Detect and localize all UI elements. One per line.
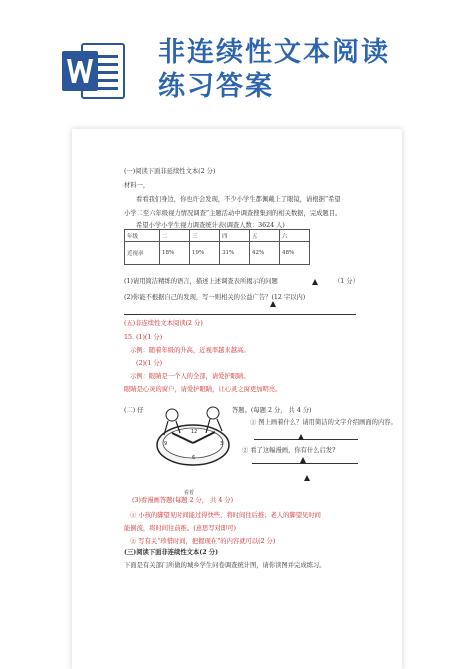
question-1: (1)请用简洁精练的语言，描述上述调查表所揭示的问题: [124, 278, 278, 285]
table-cell: 42%: [250, 242, 280, 265]
table-header-cell: 年级: [125, 230, 160, 242]
svg-text:9: 9: [164, 441, 168, 447]
answer-15-example3: 眼睛是心灵的窗户，请爱护眼睛，让心灵之窗更加明亮。: [124, 386, 282, 393]
table-cell: 19%: [190, 242, 220, 265]
page-title-line1: 非连续性文本阅读: [158, 37, 390, 68]
document-page: [72, 129, 402, 669]
answer2-line3: ② 写有关“珍惜时间，把握现在”的内容就可以(2 分): [130, 538, 276, 545]
vision-table: [124, 229, 310, 265]
divider-line: [124, 314, 356, 315]
section2-heading-suffix: 答题。(每题 2 分， 共 4 分): [232, 407, 312, 414]
svg-text:6: 6: [192, 455, 196, 461]
table-caption: 希望小学小学生视力调查统计表(调查人数：3624 人): [136, 222, 285, 229]
answer-line: [254, 439, 358, 440]
answer-15-part2: (2)(1 分): [136, 360, 163, 367]
answer2-line1: ① 小孩的脚望见时间能过得快些，将时间往后推；老人的脚望见时间: [130, 512, 321, 519]
triangle-marker-icon: [298, 434, 304, 440]
table-row: [125, 242, 310, 265]
paragraph-line1: 看看我们身边，你也许会发现，不少小学生都佩戴上了眼镜，请根据“希望: [136, 196, 341, 203]
table-cell: 31%: [220, 242, 250, 265]
triangle-marker-icon: [300, 457, 306, 463]
answer2-line2: 能倒流，将时间往前推。(意思写对即可): [124, 525, 236, 532]
table-header-cell: 六: [280, 230, 310, 242]
header-banner: [0, 0, 474, 118]
table-header-cell: 五: [250, 230, 280, 242]
answer2-heading: (3)看漫画答题(每题 2 分， 共 4 分): [132, 497, 234, 504]
section3-heading: (三)阅读下面非连续性文本(2 分): [124, 549, 219, 556]
material-label: 材料一，: [124, 182, 150, 189]
answer-line: [252, 463, 358, 464]
table-header-cell: 三: [190, 230, 220, 242]
svg-text:3: 3: [220, 441, 224, 447]
answer-heading: (五)非连续性文本阅读(2 分): [124, 320, 203, 327]
section1-heading: (一)阅读下面非延续性文本(2 分): [124, 168, 216, 175]
section2-question-2: ② 看了这幅漫画，你有什么启发?: [242, 447, 336, 454]
answer-15: 15. (1)(1 分): [124, 334, 163, 341]
triangle-marker-icon: [270, 301, 276, 307]
section2-heading-prefix: (二) 仔: [124, 407, 144, 414]
table-header-cell: 四: [220, 230, 250, 242]
cartoon-caption: 看着: [184, 490, 195, 496]
section3-paragraph: 下面是有关部门所做的城乡学生问卷调查统计图，请你读图并完成练习。: [124, 562, 326, 569]
answer-15-example1: 示例：随着年级的升高，近视率越来越高。: [130, 347, 250, 354]
question-2: (2)你能不根据自己的发现，写一则相关的公益广告？(12 字以内): [124, 294, 306, 301]
answer-15-example2: 示例：眼睛是一个人的全部，请爱护眼睛。: [130, 373, 250, 380]
section2-question-1: ① 图上画着什么？请用简洁的文字介绍画面的内容。: [250, 419, 397, 426]
table-cell: 48%: [280, 242, 310, 265]
table-cell: 18%: [160, 242, 190, 265]
table-header-cell: 二: [160, 230, 190, 242]
table-cell: 近视率: [125, 242, 160, 265]
triangle-marker-icon: [304, 475, 310, 481]
page-title-line2: 练习答案: [158, 71, 274, 102]
question-1-points: （1 分）: [334, 278, 359, 285]
svg-text:12: 12: [191, 429, 198, 435]
clock-cartoon-image: [150, 399, 236, 487]
triangle-marker-icon: [312, 279, 318, 285]
table-header-row: [125, 230, 310, 242]
paragraph-line2: 小学二至六年级视力情况调查”主题活动中调查搜集到的相关数据，完成题目。: [124, 210, 342, 217]
word-document-icon: [62, 42, 126, 100]
